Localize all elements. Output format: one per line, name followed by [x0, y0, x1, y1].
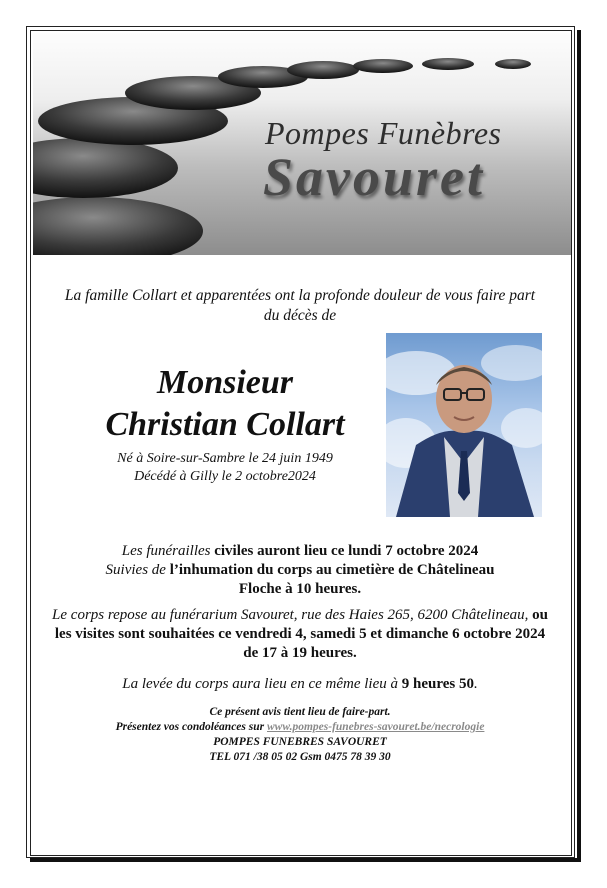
- funeral-text-4: l’inhumation du corps au cimetière de Châtelineau: [169, 562, 495, 578]
- condolences-text: Présentez vos condoléances sur: [115, 721, 267, 733]
- header-banner: [33, 33, 571, 255]
- funeral-text-5: Floche à 10 heures.: [238, 581, 362, 597]
- funeral-text-2: civiles auront lieu ce lundi 7 octobre 2024: [214, 543, 479, 559]
- levee-text-end: .: [473, 676, 478, 692]
- deceased-title: Monsieur: [156, 364, 294, 401]
- viewing-paragraph: [50, 606, 550, 663]
- deceased-dates: [60, 450, 390, 486]
- death-line: Décédé à Gilly le 2 octobre2024: [134, 469, 316, 484]
- viewing-text-1: Le corps repose au funérarium Savouret, rue des Haies 265, 6200 Châtelineau,: [52, 607, 533, 623]
- necrology-link[interactable]: www.pompes-funebres-savouret.be/necrologie: [267, 721, 485, 733]
- intro-text: La famille Collart et apparentées ont la profonde douleur de vous faire part du décès de: [64, 287, 536, 324]
- funeral-text-3: Suivies de: [105, 562, 170, 578]
- birth-line: Né à Soire-sur-Sambre le 24 juin 1949: [117, 451, 333, 466]
- brand-line-2: Savouret: [263, 147, 486, 207]
- brand-line-1: Pompes Funèbres: [265, 115, 502, 151]
- portrait-image: [386, 333, 542, 517]
- viewing-text-2: ou les visites sont souhaitées ce vendredi 4, samedi 5 et dimanche 6 octobre 2024 de 17 à 19 heures.: [54, 607, 548, 661]
- footer-condolences: [50, 720, 550, 735]
- deceased-name: Christian Collart: [105, 406, 345, 443]
- deceased-photo: [386, 333, 542, 517]
- levee-text-1: La levée du corps aura lieu en ce même lieu à: [122, 676, 402, 692]
- footer: [50, 705, 550, 765]
- footer-notice: Ce présent avis tient lieu de faire-part.: [209, 706, 391, 718]
- levee-paragraph: [50, 675, 550, 694]
- levee-time: 9 heures 50: [401, 676, 474, 692]
- funeral-paragraph: [50, 542, 550, 599]
- funeral-text-1: Les funérailles: [121, 543, 215, 559]
- footer-phone: TEL 071 /38 05 02 Gsm 0475 78 39 30: [209, 751, 391, 763]
- footer-company: POMPES FUNEBRES SAVOURET: [213, 736, 387, 748]
